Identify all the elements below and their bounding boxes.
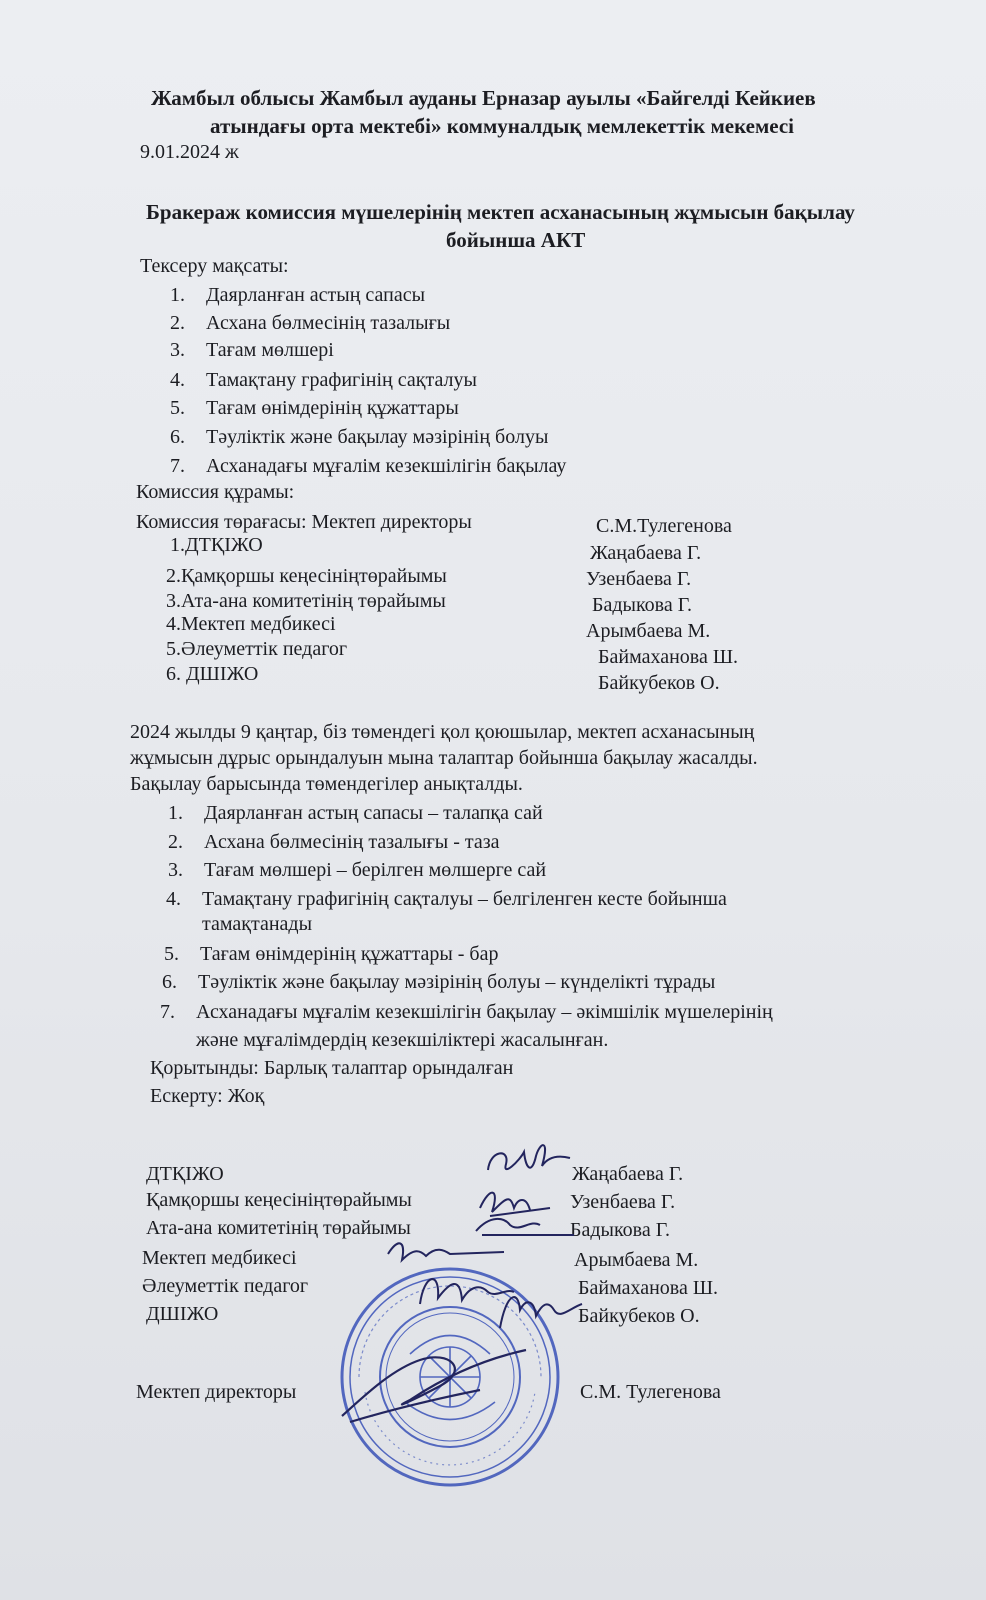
purpose-item: 3. Тағам мөлшері [170,339,334,361]
signature-role: Мектеп медбикесі [142,1247,297,1269]
intro-line-3: Бақылау барысында төмендегілер анықталды. [130,773,523,795]
signature-role: Әлеуметтік педагог [142,1275,309,1297]
member-name: Байкубеков О. [598,672,720,694]
signature-role: ДТҚІЖО [146,1163,224,1185]
member-name: Узенбаева Г. [586,568,692,590]
finding-item: 3. Тағам мөлшері – берілген мөлшерге сай [168,859,547,881]
member-role: 4.Мектеп медбикесі [166,613,336,635]
finding-item: 6. Тәуліктік және бақылау мәзірінің болуы – күнделікті тұрады [162,971,716,993]
member-role: 3.Ата-ана комитетінің төрайымы [166,590,446,612]
commission-label: Комиссия құрамы: [136,481,295,503]
note: Ескерту: Жоқ [150,1085,265,1107]
purpose-item: 7. Асханадағы мұғалім кезекшілігін бақылау [170,455,567,477]
conclusion: Қорытынды: Барлық талаптар орындалған [150,1057,514,1079]
signature-role: Қамқоршы кеңесініңтөрайымы [146,1189,412,1211]
purpose-item: 2. Асхана бөлмесінің тазалығы [170,312,451,334]
act-title-line-1: Бракераж комиссия мүшелерінің мектеп асханасының жұмысын бақылау [146,200,855,224]
member-name: Бадыкова Г. [592,594,693,616]
director-role: Мектеп директоры [136,1381,297,1403]
intro-line-1: 2024 жылды 9 қаңтар, біз төмендегі қол қоюшылар, мектеп асханасының [130,721,755,743]
member-name: Арымбаева М. [586,620,711,642]
finding-item: 5. Тағам өнімдерінің құжаттары - бар [164,943,499,965]
purpose-item: 5. Тағам өнімдерінің құжаттары [170,397,459,419]
member-role: 5.Әлеуметтік педагог [166,638,348,660]
purpose-item: 6. Тәуліктік және бақылау мәзірінің болуы [170,426,549,448]
handwritten-signature [490,1280,590,1340]
member-name: Жаңабаева Г. [590,542,702,564]
purpose-label: Тексеру мақсаты: [140,255,289,277]
header-line-2: атындағы орта мектебі» коммуналдық мемлекеттік мекемесі [210,114,795,138]
finding-item: 2. Асхана бөлмесінің тазалығы - таза [168,831,500,853]
signature-role: ДШІЖО [146,1303,219,1325]
signature-name: Узенбаева Г. [570,1191,676,1213]
finding-item-continuation: тамақтанады [202,913,313,935]
purpose-item: 4. Тамақтану графигінің сақталуы [170,369,477,391]
signature-name: Бадыкова Г. [570,1219,671,1241]
finding-item: 7. Асханадағы мұғалім кезекшілігін бақылау – әкімшілік мүшелерінің [160,1001,773,1023]
commission-chair-name: С.М.Тулегенова [596,515,732,537]
signature-name: Баймаханова Ш. [578,1277,719,1299]
purpose-item: 1. Даярланған астың сапасы [170,284,426,306]
signature-role: Ата-ана комитетінің төрайымы [146,1217,411,1239]
member-role: 2.Қамқоршы кеңесініңтөрайымы [166,565,447,587]
signature-name: Байкубеков О. [578,1305,700,1327]
member-role: 6. ДШІЖО [166,663,259,685]
director-signature [330,1340,540,1430]
finding-item-continuation: және мұғалімдердің кезекшіліктері жасалынған. [196,1029,609,1051]
act-title-line-2: бойынша АКТ [446,228,586,252]
commission-chair-role: Комиссия төрағасы: Мектеп директоры [136,511,472,533]
finding-item: 4. Тамақтану графигінің сақталуы – белгіленген кесте бойынша [166,888,727,910]
header-line-1: Жамбыл облысы Жамбыл ауданы Ерназар ауылы «Байгелді Кейкиев [151,86,816,110]
signature-name: Арымбаева М. [574,1249,699,1271]
intro-line-2: жұмысын дұрыс орындалуын мына талаптар бойынша бақылау жасалды. [130,747,758,769]
member-name: Баймаханова Ш. [598,646,739,668]
director-name: С.М. Тулегенова [580,1381,721,1403]
signature-name: Жаңабаева Г. [572,1163,684,1185]
member-role: 1.ДТҚІЖО [170,534,263,556]
finding-item: 1. Даярланған астың сапасы – талапқа сай [168,802,543,824]
document-date: 9.01.2024 ж [140,141,239,163]
